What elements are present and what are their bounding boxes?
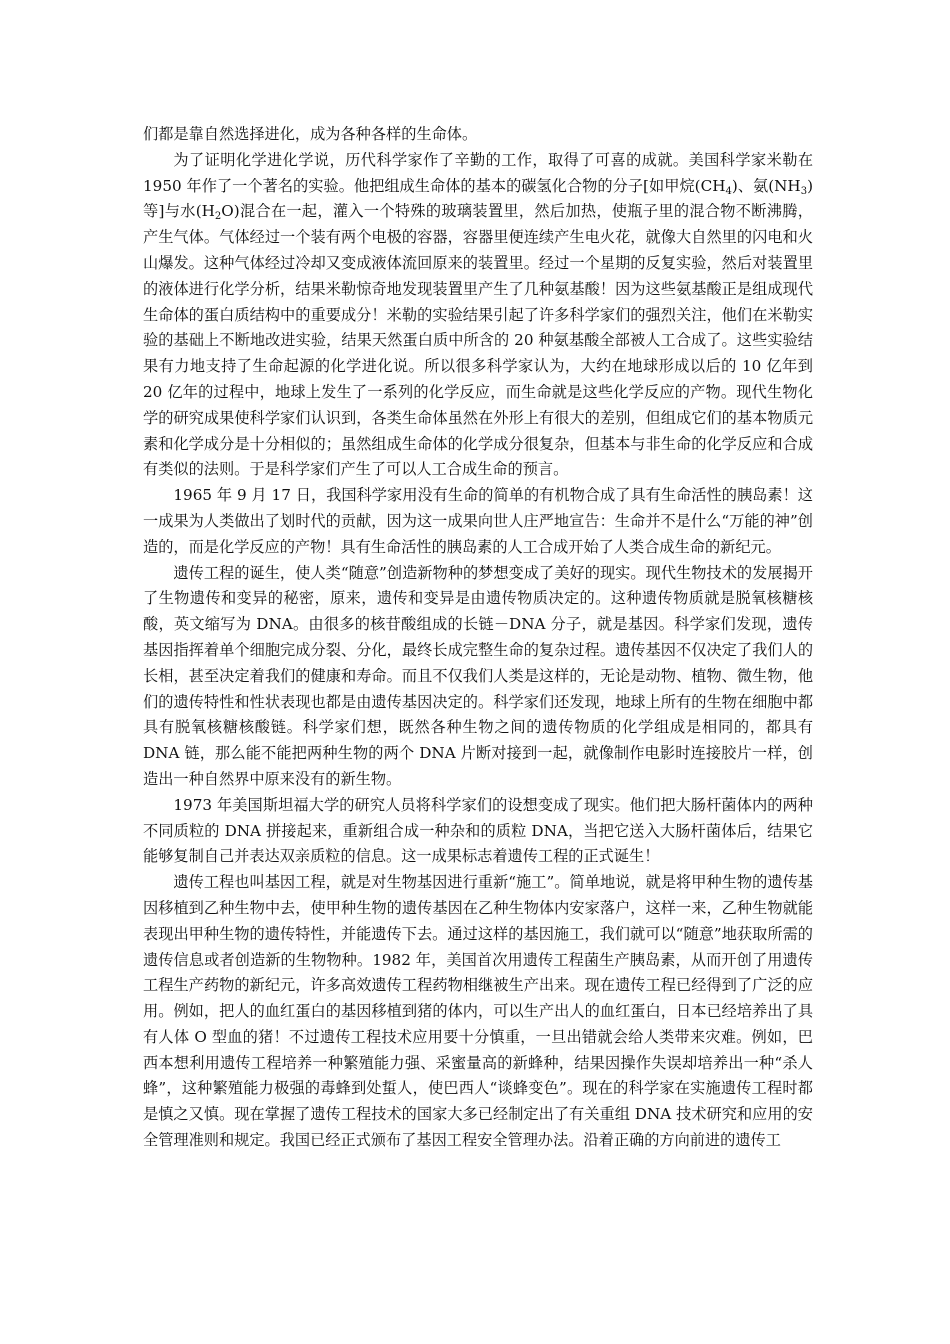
paragraph-text: 们都是靠自然选择进化，成为各种各样的生命体。: [143, 125, 478, 143]
paragraph-text: 1965 年 9 月 17 日，我国科学家用没有生命的简单的有机物合成了具有生命活性的胰岛素！这一成果为人类做出了划时代的贡献，因为这一成果向世人庄严地宣告：生命并不是什么“万能的神”创造的，而是化学反应的产物！具有生命活性的胰岛素的人工合成开始了人类合成生命的新纪元。: [143, 486, 813, 556]
paragraph: [143, 148, 813, 483]
paragraph: [143, 122, 813, 148]
paragraph-text: 为了证明化学进化学说，历代科学家作了辛勤的工作，取得了可喜的成就。美国科学家米勒在 1950 年作了一个著名的实验。他把组成生命体的基本的碳氢化合物的分子[如甲烷(CH: [143, 150, 813, 195]
paragraph-text: )、氨(NH: [731, 176, 801, 195]
paragraph: [143, 561, 813, 793]
subscript-text: 3: [800, 185, 808, 197]
paragraph: [143, 483, 813, 560]
subscript-text: 2: [214, 211, 222, 223]
subscript-text: 4: [725, 185, 732, 197]
paragraph: [143, 870, 813, 1154]
paragraph: [143, 793, 813, 870]
paragraph-text: 1973 年美国斯坦福大学的研究人员将科学家们的设想变成了现实。他们把大肠杆菌体内的两种不同质粒的 DNA 拼接起来，重新组合成一种杂和的质粒 DNA，当把它送入大肠杆菌体后，结果它能够复制自己并表达双亲质粒的信息。这一成果标志着遗传工程的正式诞生！: [143, 795, 813, 866]
paragraph-text: 遗传工程的诞生，使人类“随意”创造新物种的梦想变成了美好的现实。现代生物技术的发展揭开了生物遗传和变异的秘密，原来，遗传和变异是由遗传物质决定的。这种遗传物质就是脱氧核糖核酸，英文缩写为 DNA。由很多的核苷酸组成的长链－DNA 分子，就是基因。科学家们发现，遗传基因指挥着单个细胞完成分裂、分化，最终长成完整生命的复杂过程。遗传基因不仅决定了我们人的长相，甚至决定着我们的健康和寿命。而且不仅我们人类是这样的，无论是动物、植物、微生物，他们的遗传特性和性状表现也都是由遗传基因决定的。科学家们还发现，地球上所有的生物在细胞中都具有脱氧核糖核酸链。科学家们想，既然各种生物之间的遗传物质的化学组成是相同的，都具有 DNA 链，那么能不能把两种生物的两个 DNA 片断对接到一起，就像制作电影时连接胶片一样，创造出一种自然界中原来没有的新生物。: [143, 563, 813, 788]
document-page: [143, 122, 813, 1154]
paragraph-text: )等]与水(H: [143, 176, 813, 221]
paragraph-text: 遗传工程也叫基因工程，就是对生物基因进行重新“施工”。简单地说，就是将甲种生物的遗传基因移植到乙种生物中去，使甲种生物的遗传基因在乙种生物体内安家落户，这样一来，乙种生物就能表现出甲种生物的遗传特性，并能遗传下去。通过这样的基因施工，我们就可以“随意”地获取所需的遗传信息或者创造新的生物物种。1982 年，美国首次用遗传工程菌生产胰岛素，从而开创了用遗传工程生产药物的新纪元，许多高效遗传工程药物相继被生产出来。现在遗传工程已经得到了广泛的应用。例如，把人的血红蛋白的基因移植到猪的体内，可以生产出人的血红蛋白，日本已经培养出了具有人体 O 型血的猪！不过遗传工程技术应用要十分慎重，一旦出错就会给人类带来灾难。例如，巴西本想利用遗传工程培养一种繁殖能力强、采蜜量高的新蜂种，结果因操作失误却培养出一种“杀人蜂”，这种繁殖能力极强的毒蜂到处蜇人，使巴西人“谈蜂变色”。现在的科学家在实施遗传工程时都是慎之又慎。现在掌握了遗传工程技术的国家大多已经制定出了有关重组 DNA 技术研究和应用的安全管理准则和规定。我国已经正式颁布了基因工程安全管理办法。沿着正确的方向前进的遗传工: [143, 873, 813, 1150]
paragraph-text: O)混合在一起，灌入一个特殊的玻璃装置里，然后加热，使瓶子里的混合物不断沸腾，产生气体。气体经过一个装有两个电极的容器，容器里便连续产生电火花，就像大自然里的闪电和火山爆发。这种气体经过冷却又变成液体流回原来的装置里。经过一个星期的反复实验，然后对装置里的液体进行化学分析，结果米勒惊奇地发现装置里产生了几种氨基酸！因为这些氨基酸正是组成现代生命体的蛋白质结构中的重要成分！米勒的实验结果引起了许多科学家们的强烈关注，他们在米勒实验的基础上不断地改进实验，结果天然蛋白质中所含的 20 种氨基酸全部被人工合成了。这些实验结果有力地支持了生命起源的化学进化说。所以很多科学家认为，大约在地球形成以后的 10 亿年到 20 亿年的过程中，地球上发生了一系列的化学反应，而生命就是这些化学反应的产物。现代生物化学的研究成果使科学家们认识到，各类生命体虽然在外形上有很大的差别，但组成它们的基本物质元素和化学成分是十分相似的；虽然组成生命体的化学成分很复杂，但基本与非生命的化学反应和合成有类似的法则。于是科学家们产生了可以人工合成生命的预言。: [143, 202, 813, 479]
